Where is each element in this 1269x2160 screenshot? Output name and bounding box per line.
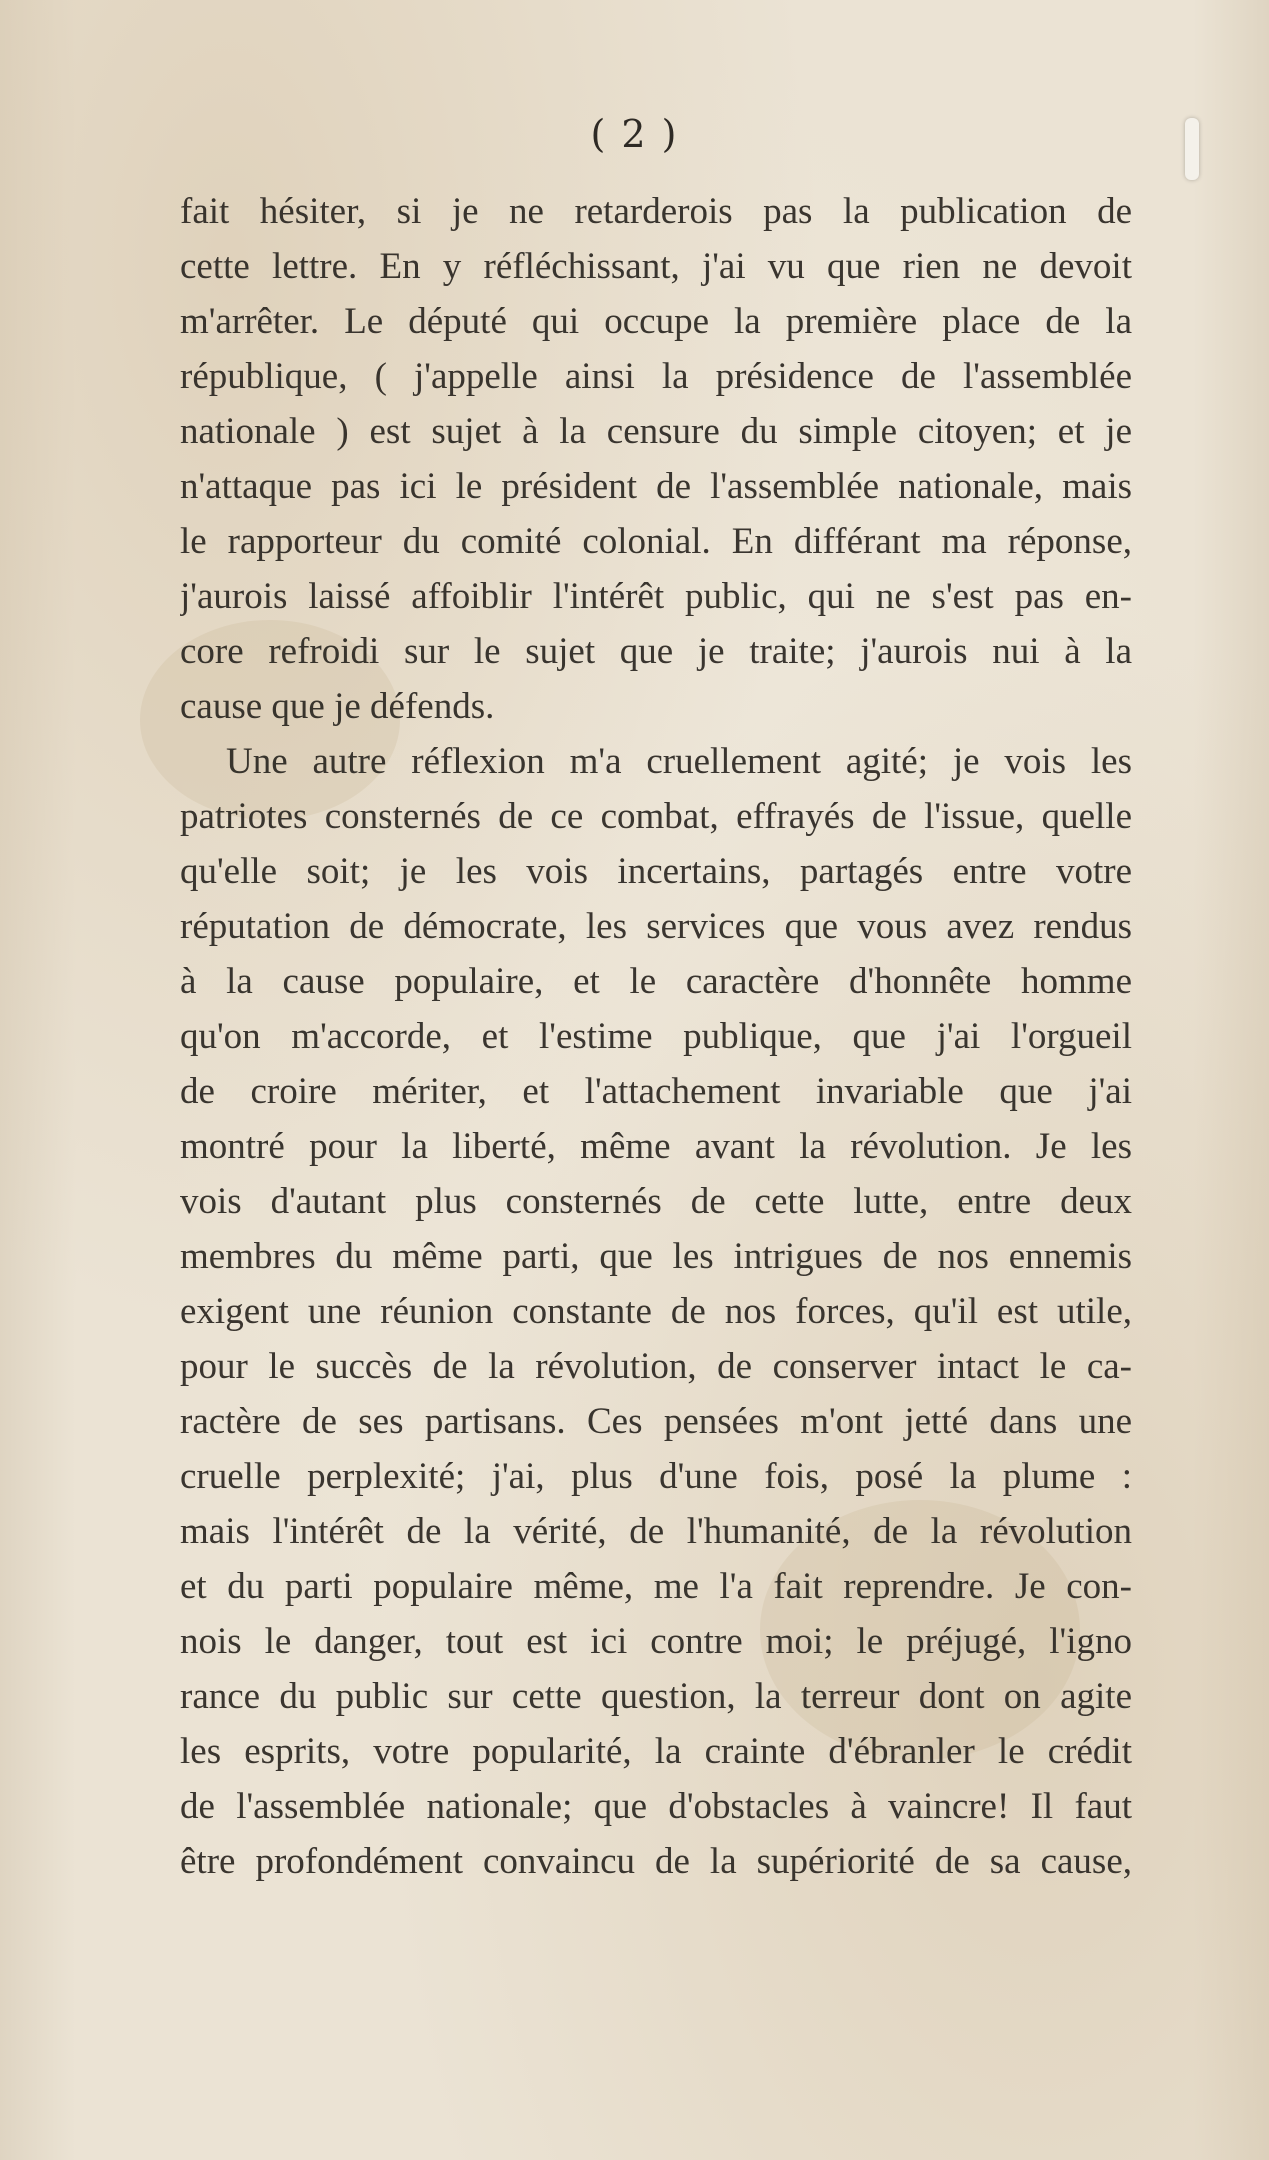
text-line: j'aurois laissé affoiblir l'intérêt public, qui ne s'est pas en-	[180, 576, 1132, 617]
text-line: pour le succès de la révolution, de conserver intact le ca-	[180, 1346, 1132, 1387]
text-line: m'arrêter. Le député qui occupe la première place de la	[180, 301, 1132, 342]
text-line: vois d'autant plus consternés de cette lutte, entre deux	[180, 1181, 1132, 1222]
body-text	[180, 184, 1132, 1889]
text-line: ractère de ses partisans. Ces pensées m'ont jetté dans une	[180, 1401, 1132, 1442]
text-line: mais l'intérêt de la vérité, de l'humanité, de la révolution	[180, 1511, 1132, 1552]
text-line: et du parti populaire même, me l'a fait reprendre. Je con-	[180, 1566, 1132, 1607]
text-line: les esprits, votre popularité, la crainte d'ébranler le crédit	[180, 1731, 1132, 1772]
text-line: le rapporteur du comité colonial. En différant ma réponse,	[180, 521, 1132, 562]
text-line: exigent une réunion constante de nos forces, qu'il est utile,	[180, 1291, 1132, 1332]
text-line: montré pour la liberté, même avant la révolution. Je les	[180, 1126, 1132, 1167]
text-line: de l'assemblée nationale; que d'obstacles à vaincre! Il faut	[180, 1786, 1132, 1827]
text-line: être profondément convaincu de la supériorité de sa cause,	[180, 1841, 1132, 1882]
text-line: cruelle perplexité; j'ai, plus d'une fois, posé la plume :	[180, 1456, 1132, 1497]
text-line: Une autre réflexion m'a cruellement agité; je vois les	[226, 741, 1132, 782]
text-line: n'attaque pas ici le président de l'assemblée nationale, mais	[180, 466, 1132, 507]
text-line: membres du même parti, que les intrigues de nos ennemis	[180, 1236, 1132, 1277]
text-line: nationale ) est sujet à la censure du simple citoyen; et je	[180, 411, 1132, 452]
text-line: de croire mériter, et l'attachement invariable que j'ai	[180, 1071, 1132, 1112]
text-line: cause que je défends.	[180, 686, 495, 727]
text-line: qu'elle soit; je les vois incertains, partagés entre votre	[180, 851, 1132, 892]
text-line: cette lettre. En y réfléchissant, j'ai vu que rien ne devoit	[180, 246, 1132, 287]
text-line: à la cause populaire, et le caractère d'honnête homme	[180, 961, 1132, 1002]
text-line: république, ( j'appelle ainsi la présidence de l'assemblée	[180, 356, 1132, 397]
page-number: ( 2 )	[590, 112, 679, 156]
text-line: rance du public sur cette question, la terreur dont on agite	[180, 1676, 1132, 1717]
text-line: core refroidi sur le sujet que je traite; j'aurois nui à la	[180, 631, 1132, 672]
text-line: patriotes consternés de ce combat, effrayés de l'issue, quelle	[180, 796, 1132, 837]
text-line: réputation de démocrate, les services que vous avez rendus	[180, 906, 1132, 947]
text-line: nois le danger, tout est ici contre moi; le préjugé, l'igno	[180, 1621, 1132, 1662]
text-line: qu'on m'accorde, et l'estime publique, que j'ai l'orgueil	[180, 1016, 1132, 1057]
text-line: fait hésiter, si je ne retarderois pas la publication de	[180, 191, 1132, 232]
